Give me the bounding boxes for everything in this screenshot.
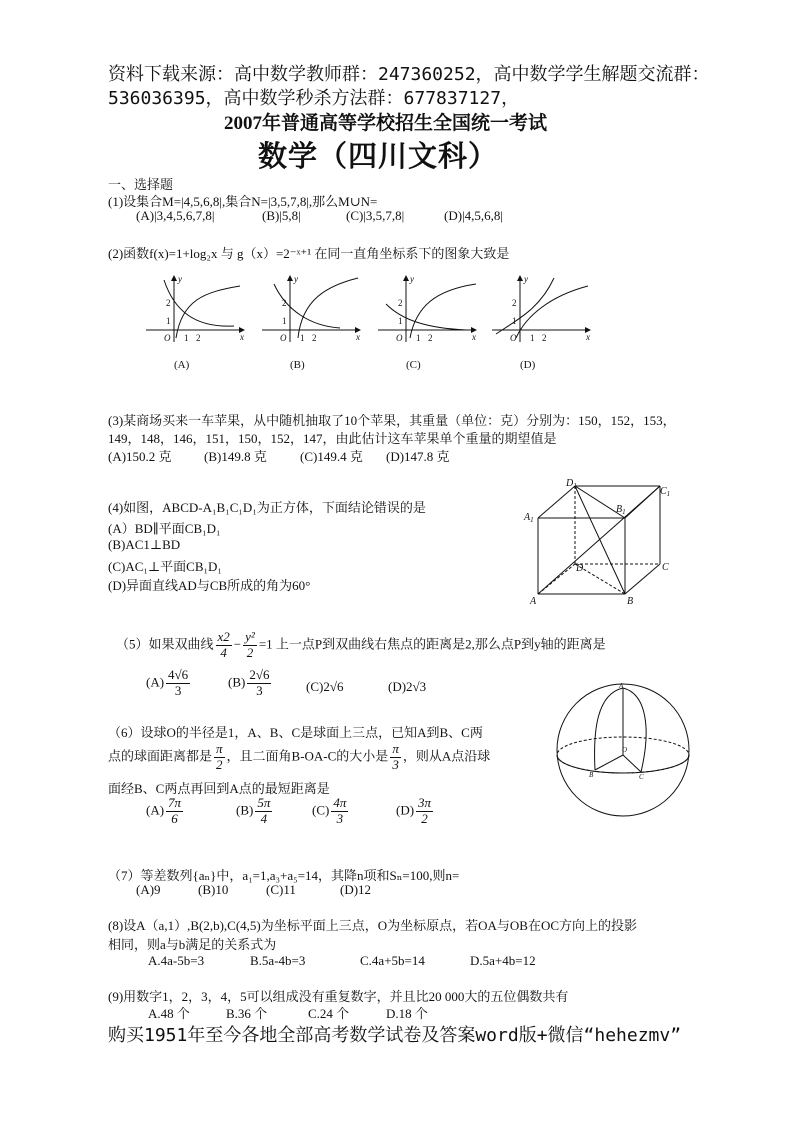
q2-graph-label: (B) [290,359,305,371]
source-line-1: 资料下载来源：高中数学教师群：247360252，高中数学学生解题交流群： [108,64,710,85]
q7-opt-c: (C)11 [266,882,296,897]
q5-frac-y: $\frac{\text{y²}}{2}$ [245,629,255,660]
svg-text:2: 2 [196,333,201,343]
q3-line2: 149，148，146，151，150，152，147，由此估计这车苹果单个重量的期望值是 [108,431,557,446]
footer-ad: 购买1951年至今各地全部高考数学试卷及答案word版+微信“hehezmv” [108,1025,682,1046]
cube-label-b: B [627,596,634,607]
svg-text:x: x [356,332,360,342]
q7-opt-d: (D)12 [340,882,372,897]
q5-opt-a: (A) $\frac{4√6}{3}$ [146,667,189,698]
q6-line3: 面经B、C两点再回到A点的最短距离是 [108,781,330,796]
q5-stem [116,630,606,661]
q7-stem: （7）等差数列{aₙ}中，a₁=1,a₃+a₅=14，其降n项和Sₙ=100,则n= [108,868,460,883]
svg-text:1: 1 [398,316,403,326]
svg-text:1: 1 [300,333,305,343]
svg-text:2: 2 [398,298,403,308]
q4-opt-c: (C)AC₁⊥平面CB₁D₁ [108,559,222,574]
svg-text:O: O [280,333,287,343]
q1-opt-d: (D)|4,5,6,8| [444,208,504,223]
cube-label-a: A [530,596,537,607]
cube-figure [520,476,680,611]
q3-line1: (3)某商场买来一车苹果，从中随机抽取了10个苹果，其重量（单位：克）分别为：150，152，153， [108,413,676,428]
q2-graph-label: (C) [406,359,421,371]
svg-text:y: y [410,274,414,284]
q1-stem: (1)设集合M=|4,5,6,8|,集合N=|3,5,7,8|,那么M∪N= [108,194,378,209]
q6-opt-b: (B) $\frac{5\pi}{4}$ [236,795,271,826]
svg-text:1: 1 [282,316,287,326]
exam-subtitle: 数学（四川文科） [258,141,499,173]
q3-opt-a: (A)150.2 克 [108,449,172,464]
svg-text:y: y [524,274,528,284]
cube-label-a1: $A_1$ [524,512,534,524]
svg-text:1: 1 [512,316,517,326]
sphere-figure [553,680,693,820]
q6-opt-a: (A) $\frac{7\pi}{6}$ [146,795,182,826]
svg-text:x: x [472,332,476,342]
svg-text:1: 1 [184,333,189,343]
cube-label-d1: $D_1$ [566,478,577,490]
svg-text:O: O [396,333,403,343]
q5-minus: − [233,636,242,652]
q6-opt-d: (D) $\frac{3\pi}{2}$ [396,795,432,826]
q9-opt-c: C.24 个 [308,1006,350,1021]
svg-text:y: y [294,274,298,284]
svg-text:x: x [586,332,590,342]
q4-opt-b: (B)AC1⊥BD [108,537,181,552]
q3-opt-d: (D)147.8 克 [386,449,450,464]
q2-stem: (2)函数f(x)=1+log₂x 与 g（x）=2⁻ˣ⁺¹ 在同一直角坐标系下的图象大致是 [108,246,510,261]
section-heading: 一、选择题 [108,177,174,192]
exam-title: 2007年普通高等学校招生全国统一考试 [224,113,548,134]
cube-label-c1: $C_1$ [660,486,671,498]
svg-text:1: 1 [530,333,535,343]
q8-opt-c: C.4a+5b=14 [360,953,425,968]
q4-opt-d: (D)异面直线AD与CB所成的角为60° [108,578,311,593]
svg-text:O: O [510,333,517,343]
q7-opt-a: (A)9 [136,882,161,897]
svg-text:O: O [164,333,171,343]
q8-opt-a: A.4a-5b=3 [148,953,205,968]
q9-stem: (9)用数字1，2，3，4，5可以组成没有重复数字，并且比20 000大的五位偶数共有 [108,989,569,1004]
q5-frac-x: $\frac{x2}{4}$ [217,629,230,660]
svg-text:2: 2 [312,333,317,343]
q8-opt-d: D.5a+4b=12 [470,953,536,968]
q5-opt-d: (D)2√3 [388,679,427,694]
q6-opt-c: (C) $\frac{4\pi}{3}$ [312,795,347,826]
q3-opt-b: (B)149.8 克 [204,449,267,464]
q1-opt-b: (B)|5,8| [262,208,301,223]
cube-label-d: D [576,563,584,574]
svg-text:2: 2 [542,333,547,343]
svg-text:2: 2 [512,298,517,308]
q3-opt-c: (C)149.4 克 [300,449,363,464]
sphere-label-a: A [619,682,624,690]
q6-line1: （6）设球O的半径是1，A、B、C是球面上三点，已知A到B、C两 [108,725,483,740]
q8-line2: 相同，则a与b满足的关系式为 [108,937,277,952]
source-line-2: 536036395，高中数学秒杀方法群：677837127， [108,88,520,109]
sphere-label-o: O [622,746,628,754]
q5-post: =1 上一点P到双曲线右焦点的距离是2,那么点P到y轴的距离是 [258,636,606,652]
svg-text:y: y [178,274,182,284]
q9-opt-d: D.18 个 [386,1006,428,1021]
q1-opt-a: (A)|3,4,5,6,7,8| [136,208,215,223]
q4-opt-a: (A）BD∥平面CB₁D₁ [108,521,221,536]
curve-g [496,278,554,334]
q2-graph-label: (A) [174,359,190,371]
q5-pre: （5）如果双曲线 [116,636,214,652]
q2-graphs [140,272,600,377]
svg-text:1: 1 [166,316,171,326]
q8-opt-b: B.5a-4b=3 [250,953,306,968]
svg-text:2: 2 [166,298,171,308]
svg-text:x: x [240,332,244,342]
q2-graph-label: (D) [520,359,536,371]
curve-f [298,278,358,338]
svg-text:2: 2 [282,298,287,308]
q9-opt-b: B.36 个 [226,1006,268,1021]
cube-label-b1: $B_1$ [616,504,626,516]
q6-line2: 点的球面距离都是 $\frac{\pi}{2}$ ，且二面角B-OA-C的大小是 $\frac{\pi}{3}$ ，则从A点沿球 [108,741,491,772]
q5-opt-c: (C)2√6 [306,679,344,694]
q7-opt-b: (B)10 [198,882,229,897]
q1-opt-c: (C)|3,5,7,8| [346,208,405,223]
cube-label-c: C [662,562,669,573]
q9-opt-a: A.48 个 [148,1006,190,1021]
q4-stem: (4)如图，ABCD-A₁B₁C₁D₁为正方体，下面结论错误的是 [108,500,426,515]
svg-text:2: 2 [428,333,433,343]
q8-line1: (8)设A（a,1）,B(2,b),C(4,5)为坐标平面上三点，O为坐标原点，若OA与OB在OC方向上的投影 [108,918,638,933]
sphere-label-c: C [639,773,644,781]
q5-opt-b: (B) $\frac{2√6}{3}$ [228,667,270,698]
sphere-label-b: B [589,771,594,779]
svg-text:1: 1 [416,333,421,343]
